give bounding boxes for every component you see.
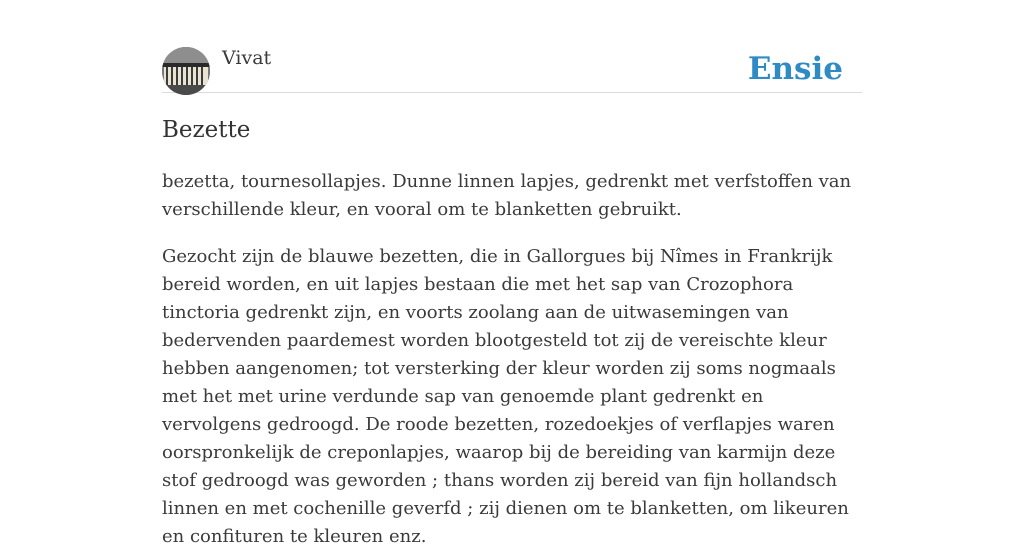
entry-title: Bezette	[162, 117, 251, 143]
page-header	[162, 47, 862, 93]
entry-paragraph: bezetta, tournesollapjes. Dunne linnen lapjes, gedrenkt met verfstoffen van verschillende kleur, en vooral om te blanketten gebruikt.	[162, 171, 852, 220]
entry-paragraph: Gezocht zijn de blauwe bezetten, die in Gallorgues bij Nîmes in Frankrijk bereid worden, en uit lapjes bestaan die met het sap van Crozophora tinctoria gedrenkt zijn, en voorts zoolang aan de uitwasemingen van bedervenden paardemest worden blootgesteld tot zij de vereischte kleur hebben aangenomen; tot versterking der kleur worden zij soms nogmaals met het met urine verdunde sap van genoemde plant gedrenkt en vervolgens gedroogd. De roode bezetten, rozedoekjes of verflapjes waren oorspronkelijk de creponlapjes, waarop bij de bereiding van karmijn deze stof gedroogd was geworden ; thans worden zij bereid van fijn hollandsch linnen en met cochenille geverfd ; zij dienen om te blanketten, om likeuren en confituren te kleuren enz.	[162, 246, 849, 547]
author-link[interactable]: Vivat	[222, 47, 272, 69]
bookshelf-avatar-icon[interactable]	[162, 47, 210, 95]
brand-logo[interactable]: Ensie	[747, 51, 843, 87]
page-container	[162, 0, 862, 547]
